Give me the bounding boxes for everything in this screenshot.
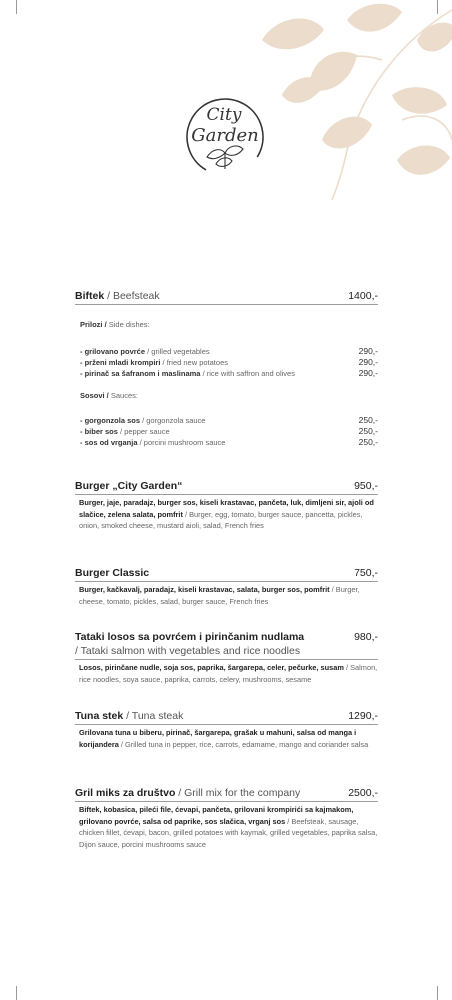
item-title: Gril miks za društvo bbox=[75, 787, 176, 799]
sauce-item: - gorgonzola sos / gorgonzola sauce 250,- bbox=[80, 415, 378, 425]
item-title: Tuna stek bbox=[75, 710, 124, 722]
sauce-item: - biber sos / pepper sauce 250,- bbox=[80, 426, 378, 436]
city-garden-logo bbox=[183, 93, 267, 179]
biftek-title-row bbox=[75, 290, 378, 305]
logo-text-city: City bbox=[206, 105, 242, 125]
side-price: 290,- bbox=[358, 368, 378, 378]
sides-label: Prilozi / Side dishes: bbox=[80, 320, 150, 329]
logo-text-garden: Garden bbox=[191, 125, 259, 146]
item-price: 950,- bbox=[354, 480, 378, 492]
sauces-list bbox=[75, 415, 378, 447]
biftek-title: Biftek bbox=[75, 290, 105, 302]
item-description: Burger, jaje, paradajz, burger sos, kiseli krastavac, pančeta, luk, dimljeni sir, ajoli od slačice, zelena salata, pomfrit / Burger, egg, tomato, burger sauce, pancetta, pickles, onion, smoked cheese, mustard aioli, salad, French fries bbox=[79, 498, 374, 530]
biftek-title-en: / Beefsteak bbox=[107, 290, 160, 302]
menu-item-burger-city-garden bbox=[75, 480, 378, 532]
crop-mark-bottom-left bbox=[16, 986, 17, 1000]
menu-item-tataki-salmon bbox=[75, 631, 378, 685]
sauce-item: - sos od vrganja / porcini mushroom sauce 250,- bbox=[80, 437, 378, 447]
biftek-price: 1400,- bbox=[348, 290, 378, 302]
item-title-en: / Tuna steak bbox=[126, 710, 184, 722]
sauces-label: Sosovi / Sauces: bbox=[80, 391, 138, 400]
item-title-en: / Tataki salmon with vegetables and rice noodles bbox=[75, 645, 301, 657]
menu-item-grill-mix bbox=[75, 787, 378, 850]
sides-list bbox=[75, 346, 378, 378]
item-price: 980,- bbox=[354, 631, 378, 643]
side-price: 290,- bbox=[358, 357, 378, 367]
side-price: 290,- bbox=[358, 346, 378, 356]
item-price: 750,- bbox=[354, 567, 378, 579]
sauce-price: 250,- bbox=[358, 426, 378, 436]
menu-item-tuna-steak bbox=[75, 710, 378, 750]
item-title: Burger „City Garden“ bbox=[75, 480, 183, 492]
item-description: Losos, pirinčane nudle, soja sos, paprika, šargarepa, celer, pečurke, susam / Salmon, rice noodles, soya sauce, paprika, carrots, celery, mushrooms, sesame bbox=[79, 663, 378, 684]
item-description: Grilovana tuna u biberu, pirinač, šargarepa, grašak u mahuni, salsa od manga i korijandera / Grilled tuna in pepper, rice, carrots, edamame, mango and coriander salsa bbox=[79, 728, 369, 749]
crop-mark-top-left bbox=[16, 0, 17, 14]
crop-mark-bottom-right bbox=[437, 986, 438, 1000]
item-price: 1290,- bbox=[348, 710, 378, 722]
side-item: - pirinač sa šafranom i maslinama / rice with saffron and olives 290,- bbox=[80, 368, 378, 378]
menu-item-burger-classic bbox=[75, 567, 378, 607]
item-description: Burger, kačkavalj, paradajz, kiseli krastavac, salata, burger sos, pomfrit / Burger, cheese, tomato, pickles, salad, burger sauce, French fries bbox=[79, 585, 360, 606]
item-title: Tataki losos sa povrćem i pirinčanim nudlama bbox=[75, 631, 305, 643]
side-item: - prženi mladi krompiri / fried new potatoes 290,- bbox=[80, 357, 378, 367]
item-description: Biftek, kobasica, pileći file, ćevapi, pančeta, grilovani krompirići sa kajmakom, grilovano povrće, salsa od paprike, sos slačica, vrganj sos / Beefsteak, sausage, chicken fillet, ćevapi, bacon, grilled potatoes with kaymak, grilled vegetables, paprika salsa, Dijon sauce, porcini mushrooms sauce bbox=[79, 805, 378, 849]
side-item: - grilovano povrće / grilled vegetables 290,- bbox=[80, 346, 378, 356]
biftek-section bbox=[75, 290, 378, 447]
sauce-price: 250,- bbox=[358, 437, 378, 447]
leaf-decoration bbox=[252, 0, 452, 200]
sauce-price: 250,- bbox=[358, 415, 378, 425]
item-title-en: / Grill mix for the company bbox=[178, 787, 301, 799]
item-title: Burger Classic bbox=[75, 567, 150, 579]
item-price: 2500,- bbox=[348, 787, 378, 799]
